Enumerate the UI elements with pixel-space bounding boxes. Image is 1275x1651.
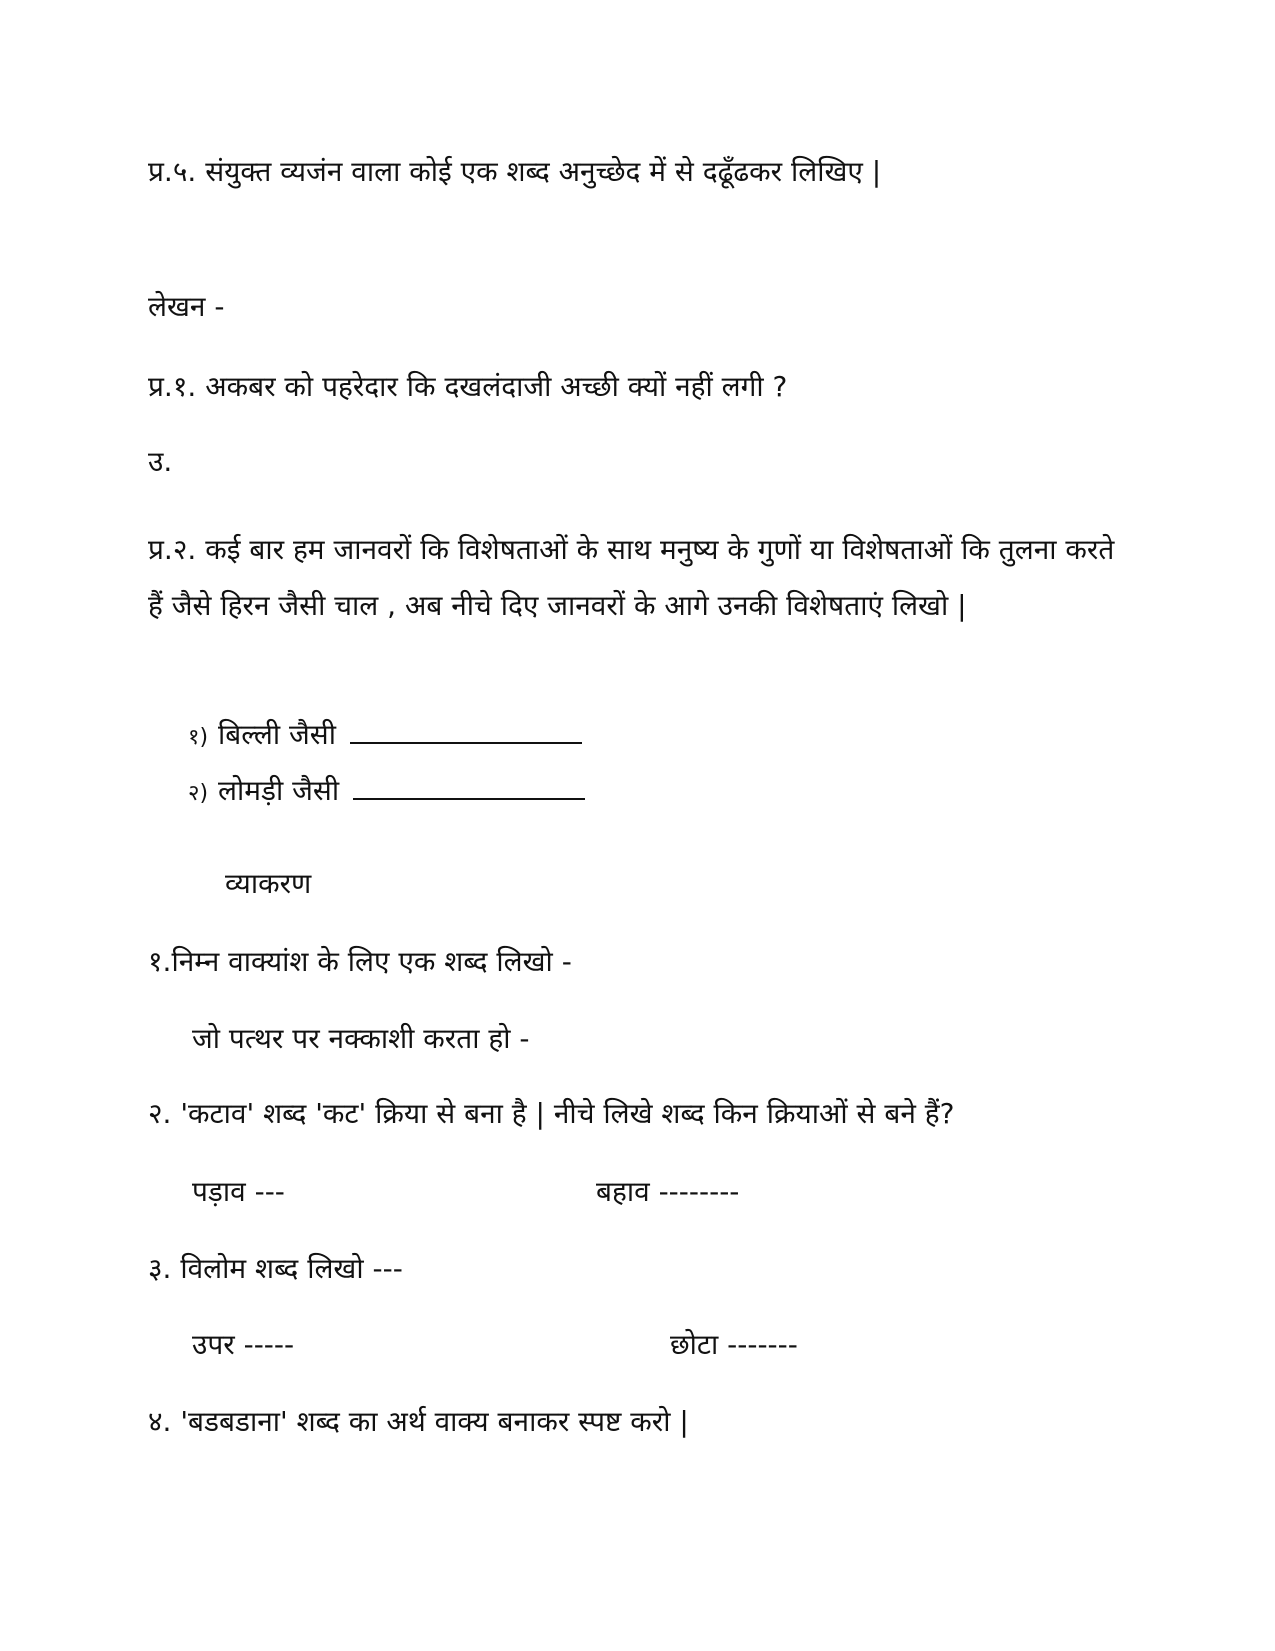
grammar-question-3-part-b: छोटा -------: [670, 1328, 798, 1361]
item-label: बिल्ली जैसी: [218, 718, 336, 751]
grammar-question-3-part-a: उपर -----: [192, 1328, 295, 1361]
grammar-question-3: ३. विलोम शब्द लिखो ---: [148, 1252, 403, 1285]
grammar-question-1: १.निम्न वाक्यांश के लिए एक शब्द लिखो -: [148, 945, 572, 978]
answer-label: उ.: [148, 445, 173, 478]
writing-question-2: प्र.२. कई बार हम जानवरों कि विशेषताओं के साथ मनुष्य के गुणों या विशेषताओं कि तुलना करते हैं जैसे हिरन जैसी चाल , अब नीचे दिए जानवरों के आगे उनकी विशेषताएं लिखो |: [148, 533, 1115, 622]
grammar-question-1-sub: जो पत्थर पर नक्काशी करता हो -: [192, 1022, 530, 1055]
answer-blank: [350, 712, 582, 744]
list-item: [188, 768, 585, 808]
item-number: २): [188, 781, 209, 806]
grammar-heading: व्याकरण: [225, 867, 312, 900]
grammar-question-4: ४. 'बडबडाना' शब्द का अर्थ वाक्य बनाकर स्पष्ट करो |: [148, 1405, 689, 1438]
grammar-question-2-part-a: पड़ाव ---: [192, 1175, 285, 1208]
list-item: [188, 712, 582, 752]
answer-blank: [353, 768, 585, 800]
item-number: १): [188, 725, 209, 750]
grammar-question-2-part-b: बहाव --------: [596, 1175, 740, 1208]
item-label: लोमड़ी जैसी: [218, 774, 340, 807]
grammar-question-2: २. 'कटाव' शब्द 'कट' क्रिया से बना है | नीचे लिखे शब्द किन क्रियाओं से बने हैं?: [148, 1097, 955, 1130]
question-5: प्र.५. संयुक्त व्यजंन वाला कोई एक शब्द अनुच्छेद में से दढूँढकर लिखिए |: [148, 155, 882, 188]
writing-heading: लेखन -: [148, 290, 225, 323]
writing-question-1: प्र.१. अकबर को पहरेदार कि दखलंदाजी अच्छी क्यों नहीं लगी ?: [148, 370, 788, 403]
